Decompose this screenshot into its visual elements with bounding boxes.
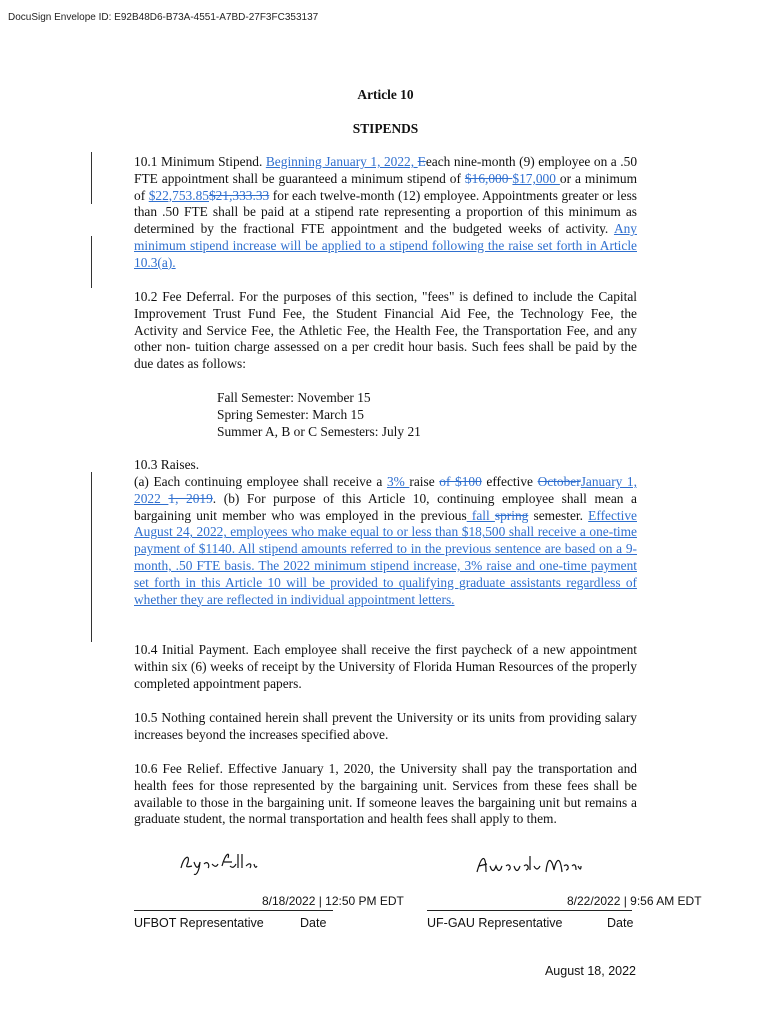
deleted-text: spring	[494, 507, 529, 523]
section-10-3	[134, 474, 637, 608]
text-run: each nine-month (9) employee on a .50 FTE appointment shall be guaranteed a minimum stipend of	[134, 154, 638, 186]
footer-date: August 18, 2022	[544, 964, 636, 978]
text-run: effective	[481, 474, 538, 489]
deleted-text: $16,000	[464, 170, 513, 186]
inserted-text: $22,753.85	[148, 187, 209, 203]
text-run: raise	[409, 474, 440, 489]
signature-left	[178, 848, 258, 876]
change-bar	[91, 236, 92, 288]
section-10-3-title: 10.3 Raises.	[134, 457, 200, 472]
inserted-text: Any minimum stipend increase will be applied to a stipend following the raise set forth in Article 10.3(a).	[134, 221, 637, 270]
due-date-schedule	[217, 390, 421, 440]
text-run: (a) Each continuing employee shall receive a	[134, 474, 387, 489]
envelope-id: DocuSign Envelope ID: E92B48D6-B73A-4551-A7BD-27F3FC353137	[8, 12, 319, 23]
section-10-5: 10.5 Nothing contained herein shall prevent the University or its units from providing salary increases beyond the increases specified above.	[134, 710, 637, 742]
signature-line-right	[427, 910, 632, 911]
inserted-text: fall	[466, 507, 495, 523]
text-run: . (b) For purpose of this Article 10, continuing employee shall mean a bargaining unit member who was employed in the previous	[134, 490, 638, 523]
text-run: 10.1 Minimum Stipend.	[134, 154, 266, 169]
section-10-4: 10.4 Initial Payment. Each employee shall receive the first paycheck of a new appointment within six (6) weeks of receipt by the University of Florida Human Resources of the properly completed appointment papers.	[134, 642, 637, 691]
text-run: or a minimum of	[134, 170, 637, 203]
article-heading: STIPENDS	[352, 121, 419, 136]
inserted-text: 3%	[386, 474, 410, 489]
inserted-text: Beginning January 1, 2022,	[265, 154, 418, 169]
inserted-text: January 1, 2022	[134, 474, 637, 506]
date-label-left: Date	[300, 916, 327, 930]
schedule-item: Fall Semester: November 15	[217, 390, 371, 405]
date-label-right: Date	[607, 916, 634, 930]
section-10-2: 10.2 Fee Deferral. For the purposes of this section, "fees" is defined to include the Capital Improvement Trust Fund Fee, the Student Financial Aid Fee, the Technology Fee, the Activity and Service Fee, the Athletic Fee, the Health Fee, the Transportation Fee, and any other non- tuition charge assessed on a per credit hour basis. Such fees shall be paid by the due dates as follows:	[134, 289, 637, 372]
deleted-text: $21,333.33	[208, 187, 270, 203]
section-10-6: 10.6 Fee Relief. Effective January 1, 2020, the University shall pay the transportation and health fees for those represented by the bargaining unit. Services from these fees shall be available to those in the bargaining unit. If someone leaves the bargaining unit but remains a graduate student, the normal transportation and health fees shall apply to them.	[134, 761, 637, 827]
deleted-text: of $100	[439, 474, 482, 489]
signature-right	[474, 850, 582, 878]
signature-date-right: 8/22/2022 | 9:56 AM EDT	[567, 894, 702, 908]
text-run: for each twelve-month (12) employee. Appointments greater or less than .50 FTE shall be paid at a stipend rate representing a proportion of this minimum as determined by the fractional FTE appointment and the budgeted weeks of activity.	[134, 187, 637, 237]
signature-date-left: 8/18/2022 | 12:50 PM EDT	[262, 894, 404, 908]
signature-line-left	[134, 910, 333, 911]
inserted-text: $17,000	[512, 170, 560, 186]
role-left: UFBOT Representative	[134, 916, 264, 930]
role-right: UF-GAU Representative	[427, 916, 563, 930]
schedule-item: Summer A, B or C Semesters: July 21	[217, 423, 421, 439]
schedule-item: Spring Semester: March 15	[217, 406, 364, 422]
section-10-1	[134, 154, 637, 272]
text-run: semester.	[528, 507, 589, 523]
article-title: Article 10	[357, 87, 414, 102]
change-bar	[91, 152, 92, 204]
change-bar	[91, 472, 92, 642]
deleted-text: 1, 2019	[168, 490, 213, 506]
deleted-text: E	[417, 154, 426, 169]
deleted-text: October	[537, 474, 581, 489]
inserted-text: Effective August 24, 2022, employees who make equal to or less than $18,500 shall receive a one-time payment of $1140. All stipend amounts referred to in the previous sentence are based on a 9-month, .50 FTE basis. The 2022 minimum stipend increase, 3% raise and one-time payment set forth in this Article 10 will be provided to qualifying graduate assistants regardless of whether they are reflected in individual appointment letters.	[134, 507, 637, 607]
